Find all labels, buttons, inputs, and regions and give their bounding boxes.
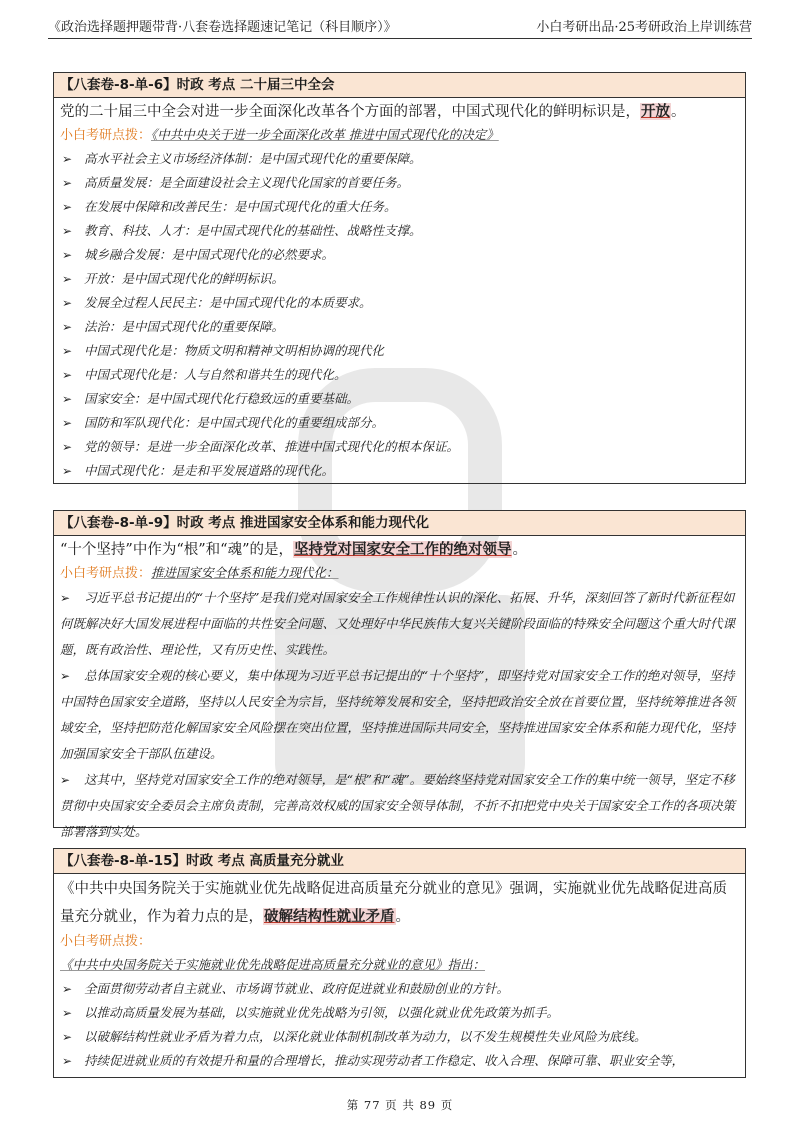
item-text: 国家安全：是中国式现代化行稳致远的重要基础。 [84,391,360,406]
arrow-bullet-icon: ➢ [62,248,73,262]
list-item [60,291,739,315]
item-text: 持续促进就业质的有效提升和量的合理增长，推动实现劳动者工作稳定、收入合理、保障可靠、职业安全等， [84,1053,685,1068]
item-text: 开放：是中国式现代化的鲜明标识。 [84,271,285,286]
arrow-bullet-icon: ➢ [62,392,73,406]
page-number: 第 77 页 共 89 页 [346,1098,454,1112]
paragraph [60,663,739,767]
arrow-bullet-icon: ➢ [60,773,71,787]
item-text: 国防和军队现代化：是中国式现代化的重要组成部分。 [84,415,385,430]
list-item [60,315,739,339]
list-item [60,1049,739,1073]
question-card-2 [53,510,746,839]
arrow-bullet-icon: ➢ [62,176,73,190]
list-item [60,411,739,435]
question-text: “十个坚持”中作为“根”和“魂”的是，坚持党对国家安全工作的绝对领导。 [60,541,527,558]
tip-lead: 《中共中央国务院关于实施就业优先战略促进高质量充分就业的意见》指出： [60,957,486,972]
list-item [60,267,739,291]
paragraph [60,767,739,845]
arrow-bullet-icon: ➢ [62,200,73,214]
header-brand: 小白考研出品·25考研政治上岸训练营 [536,20,752,35]
tip-lead: 推进国家安全体系和能力现代化： [151,565,339,580]
item-text: 全面贯彻劳动者自主就业、市场调节就业、政府促进就业和鼓励创业的方针。 [84,981,510,996]
arrow-bullet-icon: ➢ [62,152,73,166]
tip-label: 小白考研点拨： [60,934,152,949]
paragraph [60,585,739,663]
tip-label: 小白考研点拨： [60,566,152,581]
item-text: 发展全过程人民民主：是中国式现代化的本质要求。 [84,295,372,310]
question-card-3 [53,848,746,1078]
question-text: 党的二十届三中全会对进一步全面深化改革各个方面的部署，中国式现代化的鲜明标识是，开放。 [60,103,686,120]
item-text: 高质量发展：是全面建设社会主义现代化国家的首要任务。 [84,175,410,190]
list-item [60,435,739,459]
arrow-bullet-icon: ➢ [60,591,71,605]
arrow-bullet-icon: ➢ [60,669,71,683]
answer-highlight: 开放 [641,103,670,120]
tip-line [60,124,739,147]
card-title: 【八套卷-8-单-9】时政 考点 推进国家安全体系和能力现代化 [54,511,745,536]
card-title: 【八套卷-8-单-15】时政 考点 高质量充分就业 [54,849,745,874]
item-text: 以推动高质量发展为基础，以实施就业优先战略为引领，以强化就业优先政策为抓手。 [84,1005,560,1020]
arrow-bullet-icon: ➢ [62,272,73,286]
arrow-bullet-icon: ➢ [62,1030,73,1044]
paragraph-list [60,585,739,845]
bullet-list [60,977,739,1073]
arrow-bullet-icon: ➢ [62,416,73,430]
question-card-1 [53,72,746,484]
item-text: 在发展中保障和改善民生：是中国式现代化的重大任务。 [84,199,397,214]
arrow-bullet-icon: ➢ [62,224,73,238]
arrow-bullet-icon: ➢ [62,368,73,382]
list-item [60,219,739,243]
item-text: 中国式现代化是：人与自然和谐共生的现代化。 [84,367,347,382]
bullet-list [60,147,739,483]
tip-label: 小白考研点拨： [60,128,152,143]
list-item [60,977,739,1001]
item-text: 高水平社会主义市场经济体制：是中国式现代化的重要保障。 [84,151,422,166]
arrow-bullet-icon: ➢ [62,464,73,478]
tip-lead: 《中共中央关于进一步全面深化改革 推进中国式现代化的决定》 [151,127,499,142]
header-doc-title: 《政治选择题押题带背·八套卷选择题速记笔记（科目顺序）》 [48,20,397,35]
item-text: 法治：是中国式现代化的重要保障。 [84,319,285,334]
arrow-bullet-icon: ➢ [62,982,73,996]
item-text: 教育、科技、人才：是中国式现代化的基础性、战略性支撑。 [84,223,422,238]
arrow-bullet-icon: ➢ [62,320,73,334]
tip-line [60,562,739,585]
arrow-bullet-icon: ➢ [62,1054,73,1068]
list-item [60,243,739,267]
answer-highlight: 坚持党对国家安全工作的绝对领导 [293,541,512,558]
list-item [60,171,739,195]
item-text: 这其中，坚持党对国家安全工作的绝对领导，是“根”和“魂”。要始终坚持党对国家安全工作的集中统一领导，坚定不移贯彻中央国家安全委员会主席负责制，完善高效权威的国家安全领导体制，不折不扣把党中央关于国家安全工作的各项决策部署落到实处。 [60,772,736,839]
item-text: 中国式现代化：是走和平发展道路的现代化。 [84,463,335,478]
item-text: 城乡融合发展：是中国式现代化的必然要求。 [84,247,335,262]
list-item [60,459,739,483]
list-item [60,363,739,387]
list-item [60,195,739,219]
arrow-bullet-icon: ➢ [62,344,73,358]
arrow-bullet-icon: ➢ [62,440,73,454]
item-text: 总体国家安全观的核心要义，集中体现为习近平总书记提出的“十个坚持”，即坚持党对国家安全工作的绝对领导，坚持中国特色国家安全道路，坚持以人民安全为宗旨，坚持统筹发展和安全，坚持把政治安全放在首要位置，坚持统筹推进各领域安全，坚持把防范化解国家安全风险摆在突出位置，坚持推进国际共同安全，坚持推进国家安全体系和能力现代化，坚持加强国家安全干部队伍建设。 [60,668,736,761]
item-text: 党的领导：是进一步全面深化改革、推进中国式现代化的根本保证。 [84,439,460,454]
answer-highlight: 破解结构性就业矛盾 [264,908,395,925]
item-text: 中国式现代化是：物质文明和精神文明相协调的现代化 [84,343,385,358]
list-item [60,1025,739,1049]
card-title: 【八套卷-8-单-6】时政 考点 二十届三中全会 [54,73,745,98]
item-text: 习近平总书记提出的“十个坚持”是我们党对国家安全工作规律性认识的深化、拓展、升华，深刻回答了新时代新征程如何既解决好大国发展进程中面临的共性安全问题、又处理好中华民族伟大复兴关键阶段面临的特殊安全问题这个重大时代课题，既有政治性、理论性，又有历史性、实践性。 [60,590,736,657]
question-text: 《中共中央国务院关于实施就业优先战略促进高质量充分就业的意见》强调，实施就业优先战略促进高质量充分就业，作为着力点的是，破解结构性就业矛盾。 [60,881,727,925]
item-text: 以破解结构性就业矛盾为着力点，以深化就业体制机制改革为动力，以不发生规模性失业风险为底线。 [84,1029,647,1044]
list-item [60,1001,739,1025]
arrow-bullet-icon: ➢ [62,296,73,310]
list-item [60,147,739,171]
list-item [60,387,739,411]
arrow-bullet-icon: ➢ [62,1006,73,1020]
list-item [60,339,739,363]
page-header [48,12,752,39]
